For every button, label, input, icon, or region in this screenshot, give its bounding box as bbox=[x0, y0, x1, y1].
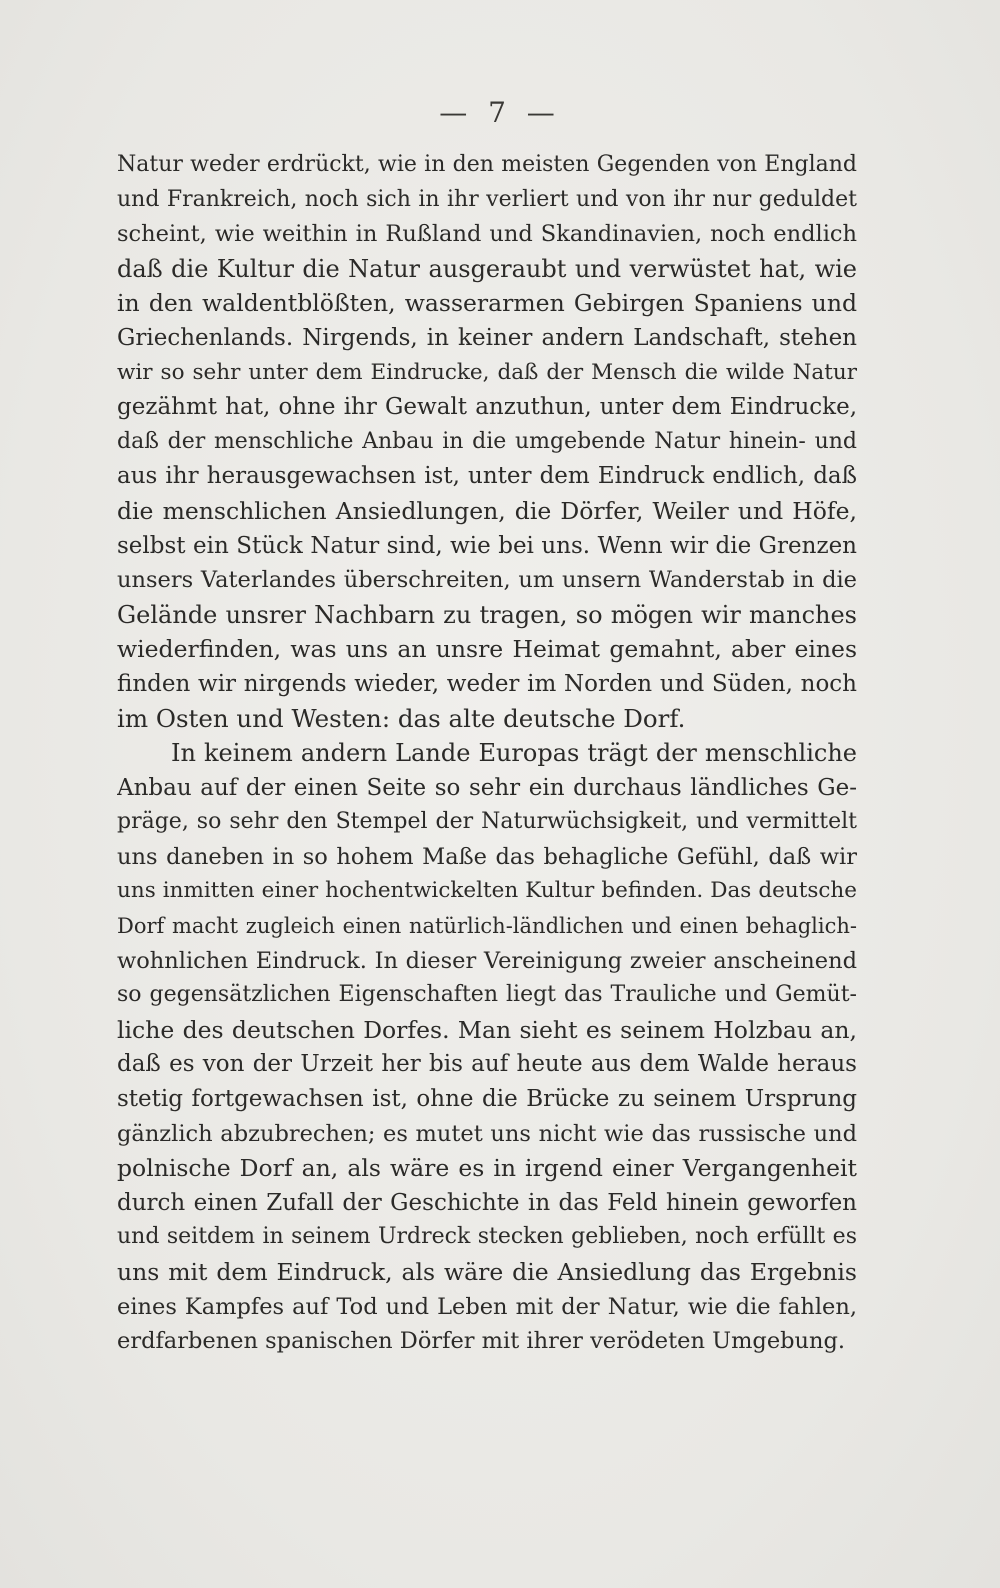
text-line: In keinem andern Lande Europas trägt der menschliche bbox=[171, 739, 857, 768]
text-line: Griechenlands. Nirgends, in keiner andern Landschaft, stehen bbox=[117, 324, 857, 351]
text-line: daß der menschliche Anbau in die umgebende Natur hinein- und bbox=[117, 428, 857, 454]
text-line: uns mit dem Eindruck, als wäre die Ansiedlung das Ergebnis bbox=[117, 1258, 857, 1286]
text-line: uns inmitten einer hochentwickelten Kultur befinden. Das deutsche bbox=[117, 878, 857, 904]
text-line: in den waldentblößten, wasserarmen Gebirgen Spaniens und bbox=[117, 289, 857, 318]
text-line: wir so sehr unter dem Eindrucke, daß der Mensch die wilde Natur bbox=[117, 359, 857, 385]
text-line: polnische Dorf an, als wäre es in irgend einer Vergangenheit bbox=[117, 1154, 857, 1183]
text-line: Anbau auf der einen Seite so sehr ein durchaus ländliches Ge- bbox=[117, 774, 857, 801]
text-line: die menschlichen Ansiedlungen, die Dörfer, Weiler und Höfe, bbox=[117, 496, 857, 525]
text-line: selbst ein Stück Natur sind, wie bei uns. Wenn wir die Grenzen bbox=[117, 532, 857, 559]
text-line: Natur weder erdrückt, wie in den meisten Gegenden von England bbox=[117, 152, 857, 177]
text-line: finden wir nirgends wieder, weder im Norden und Süden, noch bbox=[117, 670, 857, 697]
body-text bbox=[117, 148, 857, 1359]
text-line: Dorf macht zugleich einen natürlich-ländlichen und einen behaglich- bbox=[117, 914, 857, 939]
text-line: durch einen Zufall der Geschichte in das Feld hinein geworfen bbox=[117, 1189, 857, 1216]
text-line: wiederfinden, was uns an unsre Heimat gemahnt, aber eines bbox=[117, 635, 857, 664]
text-line: eines Kampfes auf Tod und Leben mit der Natur, wie die fahlen, bbox=[117, 1293, 857, 1320]
text-line: uns daneben in so hohem Maße das behagliche Gefühl, daß wir bbox=[117, 843, 857, 870]
text-line: liche des deutschen Dorfes. Man sieht es seinem Holzbau an, bbox=[117, 1015, 857, 1044]
text-line: wohnlichen Eindruck. In dieser Vereinigung zweier anscheinend bbox=[117, 947, 857, 974]
text-line: Gelände unsrer Nachbarn zu tragen, so mögen wir manches bbox=[117, 600, 857, 629]
text-line: gezähmt hat, ohne ihr Gewalt anzuthun, unter dem Eindrucke, bbox=[117, 394, 857, 421]
text-line: daß die Kultur die Natur ausgeraubt und verwüstet hat, wie bbox=[117, 254, 857, 283]
text-line: aus ihr herausgewachsen ist, unter dem Eindruck endlich, daß bbox=[117, 463, 857, 490]
text-line: daß es von der Urzeit her bis auf heute aus dem Walde heraus bbox=[117, 1051, 857, 1078]
text-line: gänzlich abzubrechen; es mutet uns nicht wie das russische und bbox=[117, 1120, 857, 1147]
text-line: stetig fortgewachsen ist, ohne die Brücke zu seinem Ursprung bbox=[117, 1086, 857, 1113]
text-line: und Frankreich, noch sich in ihr verliert und von ihr nur geduldet bbox=[117, 186, 857, 212]
text-line: und seitdem in seinem Urdreck stecken geblieben, noch erfüllt es bbox=[117, 1224, 857, 1250]
text-line: so gegensätzlichen Eigenschaften liegt das Trauliche und Gemüt- bbox=[117, 982, 857, 1008]
text-line: unsers Vaterlandes überschreiten, um unsern Wanderstab in die bbox=[117, 567, 857, 594]
text-line: scheint, wie weithin in Rußland und Skandinavien, noch endlich bbox=[117, 221, 857, 248]
page-number: — 7 — bbox=[439, 96, 561, 129]
text-line: präge, so sehr den Stempel der Naturwüchsigkeit, und vermittelt bbox=[117, 809, 857, 835]
text-line: erdfarbenen spanischen Dörfer mit ihrer verödeten Umgebung. bbox=[117, 1328, 846, 1355]
text-line: im Osten und Westen: das alte deutsche Dorf. bbox=[117, 703, 686, 733]
